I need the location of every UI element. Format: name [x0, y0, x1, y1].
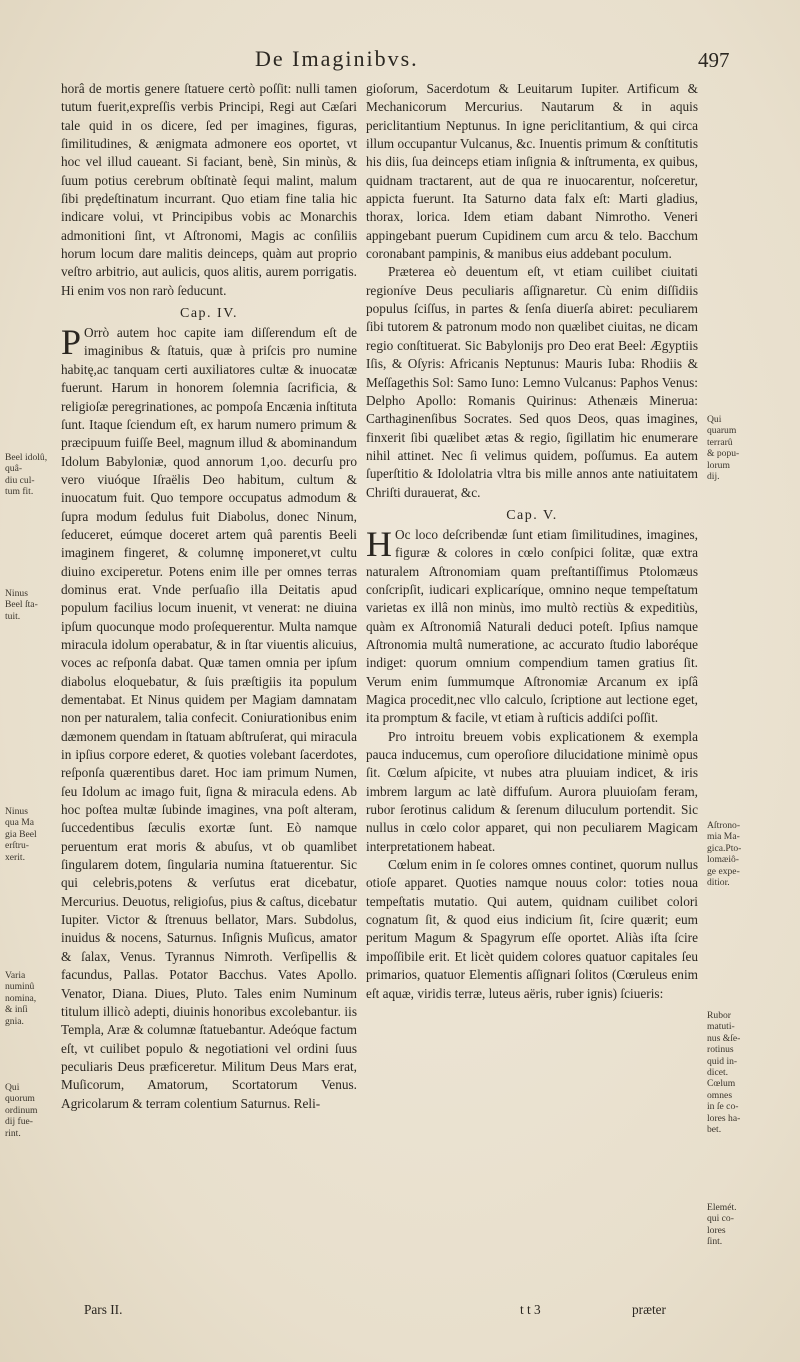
margin-note-left-2: Ninus Beel ſta- tuit. — [5, 588, 38, 622]
drop-cap-p: P — [61, 322, 82, 363]
right-paragraph-3-text: Oc loco deſcribendæ ſunt etiam ſimilitudines, imagines, figuræ & colores in cœlo conſpici ſolitæ, quæ extra naturalem Aſtronomiam quam preſtantiſſimus Ptolomæus conſcripſit, iudicari explicaríque, omnino neque tempeſtatum varietas ex illâ non minùs, imo multò rectiùs & expeditiùs, quàm ex Aſtronomiâ Naturali deduci poteſt. Ipſius namque Aſtronomia multâ numeratione, ac accurato ſtudio laboréque indiget: quorum omnium compendium tamen gratius ſit. Verum enim ſummumque Aſtronomiæ Arcanum ex ipſâ Magica procedit,nec vllo calculo, ſcriptione aut lectione eget, ita promptum & facile, vt etiam à ruſticis addiſci poſſit. — [366, 526, 698, 726]
left-paragraph-1: horâ de mortis genere ſtatuere certò poſſit: nulli tamen tutum fuerit,expreſſis verbis Principi, Regi aut Cæſari tale quid in os dicere, ſed per imagines, figuras, ſimilitudines, & ænigmata admonere eos oportet, vt hoc vel illud caueant. Si faciant, benè, Sin minùs, & ſuum potius cerebrum obſtinatè ſequi malint, malum ſibi prędeſtinatum incurrant. Quo etiam fine talia hic indicare volui, vt Principibus vobis ac Monarchis admonitioni ſint, vt Aſtronomi, Magis ac conſiliis horum locum dare malitis deinceps, quàm aut proprio veſtro arbitrio, aut aulicis, quos alitis, aurem porrigatis. Hi enim vos non rarò ſeducunt. — [61, 81, 357, 298]
page-footer — [0, 1302, 800, 1322]
margin-note-right-3: Rubor matuti- nus &ſe- rotinus quid in- dicet. Cœlum omnes in ſe co- lores ha- bet. — [707, 1010, 741, 1136]
margin-note-right-4: Elemét. qui co- lores ſint. — [707, 1202, 737, 1248]
left-paragraph-2-text: Orrò autem hoc capite iam diſſerendum eſt de imaginibus & ſtatuis, quæ à priſcis pro numine habitę,ac tanquam certi auxiliatores cultæ & inuocatæ fuerunt. Harum in honorem ſolemnia ſacrificia, & religioſæ peregrinationes, ac pompoſa Encænia inſtituta ſunt. Itaque ſciendum eſt, ex harum numero primum & præcipuum fuiſſe Beel, magnum illud & abominandum Idolum Babyloniæ, quod annorum 1,oo. decurſu pro vero viuóque Iſraëlis Deo habitum, cultum & inuocatum fuit. Quo tempore occupatus admodum & ſupra modum ſedulus fuit Diabolus, donec Ninum, ſeduceret, eúmque doceret artem quâ parentis Beeli imaginem fingeret, & columnę imponeret,vt cultu diuino exciperetur. Potens enim ille per omnes terras dominus erat. Vnde perſuaſio illa Deitatis apud populum facilius locum inuenit, vt venerat: ne diuina ipſum quocunque modo proſequerentur. Multa namque miracula idolum operabatur, & in ſtar viuentis alicuius, voces ac reſponſa dabat. Quæ tamen omnia per ipſum diabolus eloquebatur, & ſuis præſtigiis ita populum dementabat. Et Ninus quidem per Magiam damnatam non per naturalem, talia confecit. Coniurationibus enim dæmonem quendam in ſtatuam abſtruſerat, qui miracula in ipſius corpore ederet, & quoties volebant ſacerdotes, reſponſa quærentibus daret. Hoc iam primum Numen, ſeu Idolum ac imago fuit, ſigna & miracula edens. Ab hoc poſtea multæ ſubinde imagines, vna poſt alteram, ſuccedentibus ſæculis exortæ ſunt. Eò namque peruentum erat moris & abuſus, vt ob quamlibet ſingularem dotem, ſingularia numina ſtatuerentur. Sic qui celebris,potens & verſutus erat dicebatur, Mercurius. Deuotus, religioſus, pius & caſtus, dicebatur Iupiter. Victor & ſtrenuus bellator, Mars. Subdolus, inuidus & nocens, Saturnus. Inſignis Muſicus, amator & ſalax, Venus. Tyrannus Nimroth. Verſipellis & facundus, Pallas. Potator Bacchus. Vates Apollo. Venator, Diana. Diues, Pluto. Tales enim Numinum titulum illicò adepti, diuinis honoribus excolebantur. iis Templa, Aræ & columnæ ſtatuebantur. Adeóque factum eſt, vt cuilibet populo & negotiationi vel ordini ſuus peculiaris Deus præficeretur. Militum Deus Mars erat, Muſicorum, Amatorum, Scortatorum Venus. Agricolarum & terram colentium Saturnus. Reli- — [61, 325, 357, 1111]
signature-mark: t t 3 — [520, 1302, 541, 1317]
running-head — [0, 46, 800, 76]
right-paragraph-2: Præterea eò deuentum eſt, vt etiam cuilibet ciuitati regioníve Deus peculiaris aſſignaretur. Cù enim diſſidiis populus ſciſſus, in partes & ſenſa diuerſa abiret: peculiarem ſibi tutorem & patronum modo non quælibet ciuitas, ne dicam regio conſtituerat. Sic Babylonijs pro Deo erat Beel: Ægyptiis Iſis, & Oſyris: Africanis Neptunus: Mauris Iuba: Rhodiis & Meſſagethis Sol: Samo Iuno: Lemno Vulcanus: Paphos Venus: Delpho Apollo: Romanis Quirinus: Athenæis Minerua: Carthaginenſibus Socrates. Sed quos Deos, quas imagines, finxerit ſibi quælibet ætas & regio, ſigillatim hic enumerare nihil attinet. Nec ſi velimus quidem, poſſumus. Ea autem ſuperſtitio & Idololatria vltra bis mille annos ante natiuitatem Chriſti durauerat, &c. — [366, 264, 698, 500]
right-paragraph-5: Cœlum enim in ſe colores omnes continet, quorum nullus otioſe apparet. Quoties namque nouus color: toties noua tempeſtatis mutatio. Qui autem, quidnam cuilibet colori cognatum ſit, & quod eius indicium ſit, ſcire quærit; eum peritum Magum & Spagyrum eſſe oportet. Aliàs iſta ſcire impoſſibile erit. Et licèt quidem colores quatuor capitales ſeu primarios, quatuor Elementis aſſignari ſolitos (Cœruleus enim eſt aquæ, viridis terræ, luteus aëris, ruber ignis) ſciueris: — [366, 857, 698, 1001]
catchword: præter — [632, 1302, 666, 1317]
signature-label: Pars II. — [84, 1302, 123, 1317]
right-paragraph-4: Pro introitu breuem vobis explicationem & exempla pauca inducemus, cum operoſiore dilucidatione minimè opus ſit. Cœlum aſpicite, vt nubes atra pluuiam indicet, & iris imbrem largum ac latè diffuſum. Aurora pluuioſam feram, rubor ſerotinus calidum & ſerenum diluculum portendit. Sic nullus in cœlo color apparet, qui non peculiarem Magicam interpretationem habeat. — [366, 728, 698, 854]
margin-note-left-4: Varia numinû nomina, & inſi gnia. — [5, 970, 37, 1027]
right-paragraph-3 — [366, 523, 698, 728]
chapter-heading-5: Cap. V. — [506, 507, 558, 523]
margin-note-right-2: Aſtrono- mia Ma- gica.Pto- lomæiô- ge expe- ditior. — [707, 820, 742, 889]
left-text-column — [61, 80, 357, 1113]
running-title: De Imaginibvs. — [255, 46, 419, 71]
margin-note-left-1: Beel idolû, quâ- diu cul- tum fit. — [5, 452, 48, 498]
page-number: 497 — [698, 48, 730, 72]
right-text-column — [366, 80, 698, 1003]
margin-note-right-1: Qui quarum terrarû & popu- lorum dij. — [707, 414, 740, 483]
margin-note-left-5: Qui quorum ordinum dij fue- rint. — [5, 1082, 38, 1139]
chapter-heading-4: Cap. IV. — [179, 306, 239, 322]
left-paragraph-2 — [61, 324, 357, 1113]
drop-cap-h: H — [366, 523, 392, 564]
margin-note-left-3: Ninus qua Ma gia Beel erſtru- xerit. — [5, 806, 37, 863]
right-paragraph-1: gioſorum, Sacerdotum & Leuitarum Iupiter. Artificum & Mechanicorum Mercurius. Nautarum & in aquis periclitantium Neptunus. In igne periclitantium, & qui circa illum occupantur Vulcanus, &c. Inuentis primum & conſtitutis his diis, ſua deinceps etiam inſignia & inſtrumenta, ex quibus, quidnam tractarent, aut de qua re inuocarentur, noſceretur, appicta fuerunt. Ita Saturno data falx eſt: Marti gladius, thorax, lorica. Idem etiam dabant Nimrotho. Veneri appingebant puerum Cupidinem cum arcu & telo. Bacchum coronabant pampinis, & manibus eius addebant poculum. — [366, 81, 698, 262]
